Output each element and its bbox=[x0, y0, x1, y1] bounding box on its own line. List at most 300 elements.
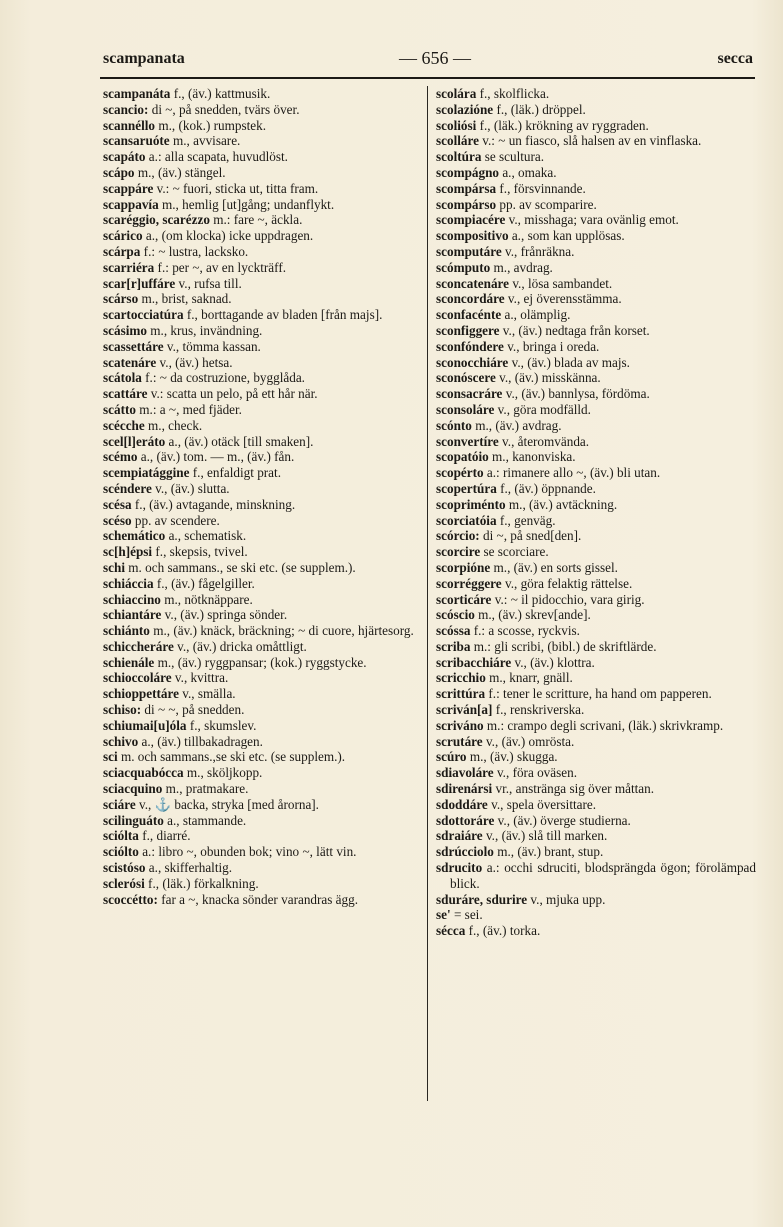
dictionary-entry bbox=[103, 276, 420, 292]
entry-definition: v.: ~ un fiasco, slå halsen av en vinflaska. bbox=[482, 133, 702, 149]
entry-definition: v., ⚓ backa, stryka [med årorna]. bbox=[139, 796, 319, 812]
dictionary-entry bbox=[436, 449, 756, 465]
entry-headword: scilinguáto bbox=[103, 812, 164, 828]
entry-headword: schiso: bbox=[103, 702, 142, 718]
dictionary-entry bbox=[436, 592, 756, 608]
dictionary-entry bbox=[436, 86, 756, 102]
dictionary-entry bbox=[103, 370, 420, 386]
entry-definition: v., göra felaktig rättelse. bbox=[504, 575, 633, 591]
entry-definition: v., (äv.) blada av majs. bbox=[511, 354, 630, 370]
entry-definition: f., genväg. bbox=[499, 512, 556, 528]
entry-definition: m., (äv.) en sorts gissel. bbox=[493, 559, 618, 575]
entry-definition: se scultura. bbox=[484, 149, 545, 165]
entry-headword: scriván[a] bbox=[436, 702, 493, 718]
dictionary-entry bbox=[436, 307, 756, 323]
dictionary-entry bbox=[103, 465, 420, 481]
entry-headword: sconcatenáre bbox=[436, 275, 510, 291]
entry-definition: f.: tener le scritture, ha hand om papperen. bbox=[488, 686, 712, 702]
dictionary-entry bbox=[436, 623, 756, 639]
entry-definition: far a ~, knacka sönder varandras ägg. bbox=[161, 891, 359, 907]
dictionary-entry bbox=[103, 734, 420, 750]
dictionary-entry bbox=[103, 165, 420, 181]
entry-headword: sciólta bbox=[103, 828, 139, 844]
entry-headword: sc[h]épsi bbox=[103, 544, 153, 560]
entry-headword: scápo bbox=[103, 164, 135, 180]
entry-definition: f.: a scosse, ryckvis. bbox=[473, 623, 580, 639]
entry-definition: m., (äv.) ryggpansar; (kok.) ryggstycke. bbox=[157, 654, 367, 670]
dictionary-entry bbox=[103, 686, 420, 702]
dictionary-entry bbox=[436, 560, 756, 576]
entry-headword: schiaccino bbox=[103, 591, 161, 607]
entry-definition: v., ej överensstämma. bbox=[507, 291, 622, 307]
entry-headword: scoltúra bbox=[436, 149, 482, 165]
entry-definition: m. och sammans.,se ski etc. (se supplem.). bbox=[120, 749, 346, 765]
entry-headword: schiáccia bbox=[103, 575, 154, 591]
dictionary-entry bbox=[103, 702, 420, 718]
page-number: — 656 — bbox=[399, 48, 471, 68]
entry-headword: scopertúra bbox=[436, 480, 497, 496]
dictionary-entry bbox=[436, 607, 756, 623]
entry-headword: schi bbox=[103, 559, 125, 575]
dictionary-entry bbox=[103, 118, 420, 134]
entry-definition: f., enfaldigt prat. bbox=[192, 465, 281, 481]
entry-definition: v.: scatta un pelo, på ett hår när. bbox=[150, 386, 318, 402]
header-first-word: scampanata bbox=[103, 50, 185, 67]
entry-headword: scóssa bbox=[436, 623, 471, 639]
dictionary-entry bbox=[103, 876, 420, 892]
entry-definition: f., diarré. bbox=[142, 828, 191, 844]
entry-definition: v., smälla. bbox=[182, 686, 236, 702]
dictionary-entry bbox=[436, 513, 756, 529]
entry-definition: v., (äv.) överge studierna. bbox=[497, 812, 631, 828]
dictionary-entry bbox=[436, 765, 756, 781]
entry-headword: scassettáre bbox=[103, 338, 164, 354]
entry-headword: scar[r]uffáre bbox=[103, 275, 176, 291]
dictionary-entry bbox=[103, 781, 420, 797]
dictionary-entry bbox=[436, 749, 756, 765]
entry-headword: sdoddáre bbox=[436, 796, 488, 812]
entry-headword: schemático bbox=[103, 528, 166, 544]
entry-definition: f., försvinnande. bbox=[499, 180, 586, 196]
entry-definition: a.: occhi sdruciti, blodsprängda ögon; förolämpad blick. bbox=[450, 860, 756, 891]
entry-headword: scancio: bbox=[103, 101, 149, 117]
entry-definition: v., kvittra. bbox=[174, 670, 229, 686]
dictionary-entry bbox=[103, 102, 420, 118]
dictionary-entry bbox=[436, 228, 756, 244]
entry-headword: scárico bbox=[103, 228, 143, 244]
entry-definition: vr., anstränga sig över måttan. bbox=[495, 781, 655, 797]
entry-definition: a.: rimanere allo ~, (äv.) bli utan. bbox=[486, 465, 661, 481]
entry-headword: schiumai[u]óla bbox=[103, 717, 187, 733]
entry-headword: schioppettáre bbox=[103, 686, 179, 702]
dictionary-entry bbox=[103, 639, 420, 655]
entry-headword: sdirenársi bbox=[436, 781, 493, 797]
entry-headword: scorciatóia bbox=[436, 512, 497, 528]
entry-headword: scóscio bbox=[436, 607, 475, 623]
dictionary-entry bbox=[436, 655, 756, 671]
entry-headword: sconcordáre bbox=[436, 291, 505, 307]
entry-headword: scel[l]eráto bbox=[103, 433, 166, 449]
entry-headword: sconóscere bbox=[436, 370, 496, 386]
entry-definition: v., (äv.) slutta. bbox=[155, 480, 230, 496]
entry-headword: sconfacénte bbox=[436, 307, 502, 323]
entry-headword: scárpa bbox=[103, 243, 141, 259]
dictionary-entry bbox=[103, 355, 420, 371]
dictionary-entry bbox=[103, 339, 420, 355]
entry-headword: schiánto bbox=[103, 623, 150, 639]
dictionary-entry bbox=[436, 718, 756, 734]
entry-definition: m., (äv.) knäck, bräckning; ~ di cuore, hjärtesorg. bbox=[153, 623, 414, 639]
dictionary-entry bbox=[436, 386, 756, 402]
entry-definition: v., (äv.) klottra. bbox=[514, 654, 595, 670]
entry-definition: v.: ~ fuori, sticka ut, titta fram. bbox=[156, 180, 319, 196]
entry-definition: = sei. bbox=[453, 907, 483, 923]
dictionary-entry bbox=[436, 418, 756, 434]
dictionary-entry bbox=[103, 860, 420, 876]
entry-headword: sconocchiáre bbox=[436, 354, 509, 370]
dictionary-entry bbox=[103, 528, 420, 544]
dictionary-entry bbox=[103, 291, 420, 307]
entry-headword: scompársa bbox=[436, 180, 497, 196]
entry-headword: scopérto bbox=[436, 465, 484, 481]
entry-headword: scaréggio, scarézzo bbox=[103, 212, 210, 228]
running-header bbox=[103, 48, 753, 70]
entry-definition: a., (om klocka) icke uppdragen. bbox=[145, 228, 314, 244]
entry-definition: m.: gli scribi, (bibl.) de skriftlärde. bbox=[473, 638, 657, 654]
entry-definition: di ~, på snedden, tvärs över. bbox=[151, 101, 300, 117]
entry-headword: schivo bbox=[103, 733, 139, 749]
entry-definition: di ~, på sned[den]. bbox=[483, 528, 582, 544]
entry-headword: sdraiáre bbox=[436, 828, 483, 844]
dictionary-entry bbox=[436, 402, 756, 418]
entry-definition: m., pratmakare. bbox=[165, 781, 249, 797]
dictionary-entry bbox=[103, 576, 420, 592]
dictionary-entry bbox=[436, 828, 756, 844]
dictionary-entry bbox=[103, 844, 420, 860]
entry-definition: f.: per ~, av en lyckträff. bbox=[157, 259, 287, 275]
entry-headword: scolára bbox=[436, 86, 477, 101]
dictionary-entry bbox=[436, 212, 756, 228]
entry-headword: sdottoráre bbox=[436, 812, 495, 828]
entry-headword: scannéllo bbox=[103, 117, 156, 133]
entry-definition: v., (äv.) misskänna. bbox=[499, 370, 601, 386]
dictionary-entry bbox=[436, 670, 756, 686]
entry-headword: scoccétto: bbox=[103, 891, 158, 907]
dictionary-entry bbox=[103, 592, 420, 608]
entry-definition: m., (äv.) stängel. bbox=[137, 164, 226, 180]
entry-headword: sconfiggere bbox=[436, 322, 500, 338]
entry-headword: sdrúcciolo bbox=[436, 844, 494, 860]
dictionary-entry bbox=[436, 544, 756, 560]
entry-headword: scriba bbox=[436, 638, 471, 654]
entry-definition: v., återomvända. bbox=[502, 433, 590, 449]
dictionary-entry bbox=[436, 734, 756, 750]
entry-definition: f., (äv.) fågelgiller. bbox=[156, 575, 255, 591]
dictionary-entry bbox=[103, 449, 420, 465]
entry-headword: sconfóndere bbox=[436, 338, 504, 354]
entry-definition: f., (läk.) dröppel. bbox=[496, 101, 586, 117]
entry-definition: m., (äv.) brant, stup. bbox=[497, 844, 604, 860]
dictionary-entry bbox=[103, 797, 420, 813]
header-rule bbox=[100, 77, 755, 79]
entry-definition: v., rufsa till. bbox=[178, 275, 242, 291]
dictionary-entry bbox=[436, 197, 756, 213]
dictionary-entry bbox=[103, 434, 420, 450]
entry-definition: v., (äv.) slå till marken. bbox=[485, 828, 608, 844]
dictionary-entry bbox=[103, 307, 420, 323]
dictionary-entry bbox=[436, 892, 756, 908]
entry-definition: v.: ~ il pidocchio, vara girig. bbox=[494, 591, 645, 607]
dictionary-entry bbox=[103, 481, 420, 497]
entry-definition: v., misshaga; vara ovänlig emot. bbox=[508, 212, 679, 228]
entry-headword: sdiavoláre bbox=[436, 765, 494, 781]
entry-headword: scriváno bbox=[436, 717, 484, 733]
entry-headword: scattáre bbox=[103, 386, 148, 402]
entry-headword: scolazióne bbox=[436, 101, 494, 117]
entry-definition: m., (äv.) skugga. bbox=[469, 749, 558, 765]
entry-headword: schiccheráre bbox=[103, 638, 174, 654]
dictionary-entry bbox=[103, 149, 420, 165]
entry-definition: v., lösa sambandet. bbox=[512, 275, 613, 291]
entry-headword: scompositivo bbox=[436, 228, 509, 244]
entry-definition: v., spela översittare. bbox=[491, 796, 597, 812]
entry-definition: m., avdrag. bbox=[493, 259, 553, 275]
entry-definition: pp. av scendere. bbox=[134, 512, 220, 528]
dictionary-entry bbox=[436, 323, 756, 339]
entry-definition: m., (äv.) skrev[ande]. bbox=[478, 607, 591, 623]
dictionary-entry bbox=[436, 497, 756, 513]
dictionary-entry bbox=[436, 276, 756, 292]
dictionary-entry bbox=[436, 434, 756, 450]
entry-headword: scempiatággine bbox=[103, 465, 190, 481]
dictionary-entry bbox=[103, 655, 420, 671]
entry-definition: a., (äv.) otäck [till smaken]. bbox=[168, 433, 314, 449]
dictionary-entry bbox=[436, 797, 756, 813]
entry-definition: m., knarr, gnäll. bbox=[489, 670, 573, 686]
entry-definition: m., (kok.) rumpstek. bbox=[158, 117, 267, 133]
dictionary-entry bbox=[103, 244, 420, 260]
dictionary-entry bbox=[103, 260, 420, 276]
entry-definition: v., göra modfälld. bbox=[497, 401, 591, 417]
dictionary-entry bbox=[103, 418, 420, 434]
dictionary-entry bbox=[436, 528, 756, 544]
entry-headword: scésa bbox=[103, 496, 132, 512]
entry-headword: schienále bbox=[103, 654, 155, 670]
entry-headword: sciólto bbox=[103, 844, 139, 860]
entry-definition: a., skifferhaltig. bbox=[148, 860, 233, 876]
entry-definition: m.: a ~, med fjäder. bbox=[139, 401, 242, 417]
entry-definition: f., (äv.) torka. bbox=[468, 923, 541, 939]
entry-headword: scappavía bbox=[103, 196, 159, 212]
dictionary-entry bbox=[103, 197, 420, 213]
entry-definition: v., föra oväsen. bbox=[496, 765, 578, 781]
entry-headword: scórcio: bbox=[436, 528, 480, 544]
entry-headword: scopatóio bbox=[436, 449, 489, 465]
entry-definition: v., (äv.) omrösta. bbox=[485, 733, 575, 749]
dictionary-entry bbox=[436, 686, 756, 702]
entry-definition: v., tömma kassan. bbox=[166, 338, 261, 354]
dictionary-entry bbox=[436, 339, 756, 355]
entry-headword: scrutáre bbox=[436, 733, 483, 749]
entry-headword: sci bbox=[103, 749, 118, 765]
dictionary-entry bbox=[103, 765, 420, 781]
dictionary-entry bbox=[436, 844, 756, 860]
dictionary-entry bbox=[103, 718, 420, 734]
dictionary-entry bbox=[103, 402, 420, 418]
entry-headword: schiantáre bbox=[103, 607, 162, 623]
dictionary-entry bbox=[103, 749, 420, 765]
entry-definition: a., (äv.) tom. — m., (äv.) fån. bbox=[140, 449, 295, 465]
entry-headword: scolláre bbox=[436, 133, 479, 149]
entry-definition: m., nötknäppare. bbox=[164, 591, 253, 607]
entry-definition: a., omaka. bbox=[502, 164, 557, 180]
entry-headword: sdrucito bbox=[436, 860, 483, 876]
entry-definition: m., hemlig [ut]gång; undanflykt. bbox=[162, 196, 335, 212]
entry-headword: scricchio bbox=[436, 670, 486, 686]
dictionary-entry bbox=[103, 497, 420, 513]
entry-headword: scárso bbox=[103, 291, 139, 307]
entry-definition: a., (äv.) tillbakadragen. bbox=[141, 733, 263, 749]
dictionary-entry bbox=[436, 465, 756, 481]
entry-definition: v., frånräkna. bbox=[504, 243, 575, 259]
entry-definition: v., (äv.) springa sönder. bbox=[164, 607, 288, 623]
entry-definition: f., (äv.) avtagande, minskning. bbox=[134, 496, 296, 512]
dictionary-entry bbox=[103, 386, 420, 402]
entry-headword: scistóso bbox=[103, 860, 146, 876]
entry-definition: m., (äv.) avdrag. bbox=[475, 417, 562, 433]
entry-headword: scappáre bbox=[103, 180, 154, 196]
entry-definition: f., borttagande av bladen [från majs]. bbox=[186, 307, 383, 323]
entry-headword: scansaruóte bbox=[103, 133, 170, 149]
dictionary-entry bbox=[436, 781, 756, 797]
entry-headword: scomputáre bbox=[436, 243, 502, 259]
entry-definition: se scorciare. bbox=[483, 544, 549, 560]
entry-headword: sclerósi bbox=[103, 875, 145, 891]
dictionary-entry bbox=[103, 828, 420, 844]
right-column bbox=[436, 86, 756, 939]
entry-headword: scribacchiáre bbox=[436, 654, 512, 670]
entry-definition: f.: ~ da costruzione, bygglåda. bbox=[145, 370, 305, 386]
entry-headword: sconsoláre bbox=[436, 401, 495, 417]
entry-headword: scompárso bbox=[436, 196, 497, 212]
dictionary-entry bbox=[103, 513, 420, 529]
entry-headword: scorcire bbox=[436, 544, 481, 560]
entry-headword: scéndere bbox=[103, 480, 152, 496]
entry-headword: scopriménto bbox=[436, 496, 506, 512]
dictionary-entry bbox=[103, 892, 420, 908]
entry-definition: f., (äv.) öppnande. bbox=[500, 480, 596, 496]
dictionary-entry bbox=[436, 102, 756, 118]
entry-definition: a.: alla scapata, huvudlöst. bbox=[148, 149, 288, 165]
entry-definition: m.: fare ~, äckla. bbox=[213, 212, 303, 228]
entry-definition: m., kanonviska. bbox=[492, 449, 576, 465]
entry-definition: m., sköljkopp. bbox=[186, 765, 263, 781]
entry-definition: f., renskriverska. bbox=[495, 702, 585, 718]
dictionary-entry bbox=[103, 323, 420, 339]
entry-headword: scapáto bbox=[103, 149, 146, 165]
dictionary-entry bbox=[103, 607, 420, 623]
entry-headword: schioccoláre bbox=[103, 670, 172, 686]
entry-definition: v., (äv.) hetsa. bbox=[159, 354, 233, 370]
entry-headword: scompiacére bbox=[436, 212, 506, 228]
dictionary-entry bbox=[436, 481, 756, 497]
dictionary-entry bbox=[103, 813, 420, 829]
entry-headword: scéso bbox=[103, 512, 132, 528]
entry-headword: scorréggere bbox=[436, 575, 502, 591]
entry-headword: sconvertíre bbox=[436, 433, 499, 449]
entry-headword: scartocciatúra bbox=[103, 307, 184, 323]
entry-definition: f.: ~ lustra, lacksko. bbox=[143, 243, 249, 259]
entry-headword: sciáre bbox=[103, 796, 136, 812]
dictionary-entry bbox=[103, 560, 420, 576]
entry-headword: scátto bbox=[103, 401, 136, 417]
entry-definition: a., schematisk. bbox=[168, 528, 247, 544]
dictionary-entry bbox=[103, 86, 420, 102]
entry-definition: m., krus, invändning. bbox=[150, 322, 263, 338]
dictionary-entry bbox=[436, 813, 756, 829]
entry-headword: scampanáta bbox=[103, 86, 171, 101]
entry-definition: m., avvisare. bbox=[172, 133, 241, 149]
entry-headword: scarriéra bbox=[103, 259, 155, 275]
entry-definition: f., skumslev. bbox=[189, 717, 257, 733]
entry-headword: scatenáre bbox=[103, 354, 157, 370]
dictionary-entry bbox=[436, 244, 756, 260]
entry-definition: m. och sammans., se ski etc. (se supplem.). bbox=[128, 559, 356, 575]
entry-headword: sduráre, sdurire bbox=[436, 891, 528, 907]
entry-definition: a., olämplig. bbox=[504, 307, 571, 323]
entry-definition: a., som kan upplösas. bbox=[511, 228, 625, 244]
dictionary-entry bbox=[436, 576, 756, 592]
dictionary-entry bbox=[436, 181, 756, 197]
entry-definition: v., bringa i oreda. bbox=[507, 338, 600, 354]
entry-headword: scónto bbox=[436, 417, 472, 433]
entry-definition: a., stammande. bbox=[167, 812, 247, 828]
entry-headword: scécche bbox=[103, 417, 145, 433]
column-divider bbox=[427, 86, 428, 1101]
entry-definition: v., mjuka upp. bbox=[530, 891, 606, 907]
entry-definition: m.: crampo degli scrivani, (läk.) skrivkramp. bbox=[486, 717, 724, 733]
entry-headword: se' bbox=[436, 907, 451, 923]
dictionary-entry bbox=[436, 260, 756, 276]
entry-definition: v., (äv.) bannlysa, fördöma. bbox=[505, 386, 650, 402]
entry-headword: sécca bbox=[436, 923, 466, 939]
entry-headword: scúro bbox=[436, 749, 467, 765]
entry-definition: v., (äv.) nedtaga från korset. bbox=[502, 322, 650, 338]
dictionary-entry bbox=[103, 544, 420, 560]
entry-headword: scémo bbox=[103, 449, 138, 465]
entry-headword: sconsacráre bbox=[436, 386, 503, 402]
entry-definition: v., (äv.) dricka omåttligt. bbox=[177, 638, 307, 654]
dictionary-entry bbox=[436, 149, 756, 165]
entry-definition: m., brist, saknad. bbox=[141, 291, 232, 307]
entry-definition: f., (läk.) krökning av ryggraden. bbox=[479, 117, 649, 133]
entry-headword: scoliósi bbox=[436, 117, 477, 133]
entry-definition: f., skolflicka. bbox=[479, 86, 550, 101]
dictionary-entry bbox=[436, 639, 756, 655]
dictionary-entry bbox=[436, 923, 756, 939]
entry-definition: m., (äv.) avtäckning. bbox=[508, 496, 618, 512]
entry-headword: scorticáre bbox=[436, 591, 492, 607]
entry-headword: scompágno bbox=[436, 164, 500, 180]
dictionary-entry bbox=[436, 133, 756, 149]
dictionary-entry bbox=[436, 907, 756, 923]
entry-definition: m., check. bbox=[148, 417, 203, 433]
entry-definition: pp. av scomparire. bbox=[499, 196, 597, 212]
dictionary-entry bbox=[103, 228, 420, 244]
entry-definition: f., (läk.) förkalkning. bbox=[148, 875, 259, 891]
entry-definition: a.: libro ~, obunden bok; vino ~, lätt vin. bbox=[142, 844, 357, 860]
entry-headword: sciacquabócca bbox=[103, 765, 184, 781]
